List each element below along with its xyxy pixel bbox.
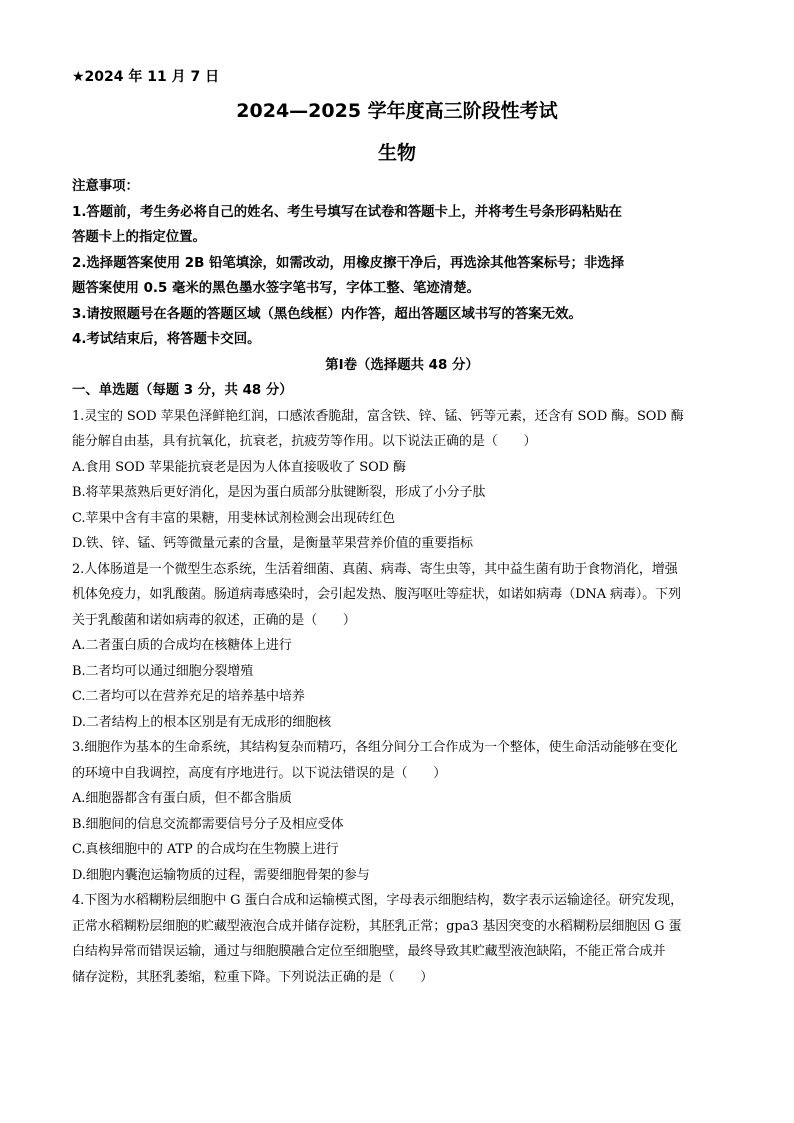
- question-stem: 白结构异常而错误运输，通过与细胞膜融合定位至细胞壁，最终导致其贮藏型液泡缺陷，不能正常合成并: [72, 944, 666, 959]
- question-4: [72, 888, 732, 990]
- notice-line: 3.请按照题号在各题的答题区域（黑色线框）内作答，超出答题区域书写的答案无效。: [72, 306, 582, 322]
- section-heading: 一、单选题（每题 3 分，共 48 分）: [72, 383, 293, 398]
- notice-line: 题答案使用 0.5 毫米的黑色墨水签字笔书写，字体工整、笔迹清楚。: [72, 281, 480, 296]
- question-stem: 关于乳酸菌和诺如病毒的叙述，正确的是（ ）: [72, 612, 356, 628]
- option-d: D.细胞内囊泡运输物质的过程，需要细胞骨架的参与: [72, 867, 370, 883]
- question-stem: 正常水稻糊粉层细胞的贮藏型液泡合成并储存淀粉，其胚乳正常；gpa3 基因突变的水稻糊粉层细胞因 G 蛋: [72, 918, 682, 934]
- option-b: B.细胞间的信息交流都需要信号分子及相应受体: [72, 816, 344, 832]
- question-3: [72, 735, 732, 888]
- option-d: D.铁、锌、锰、钙等微量元素的含量，是衡量苹果营养价值的重要指标: [72, 536, 473, 551]
- exam-body: [72, 174, 732, 990]
- notice-line: 1.答题前，考生务必将自己的姓名、考生号填写在试卷和答题卡上，并将考生号条形码粘贴在: [72, 204, 623, 220]
- notice-line: 答题卡上的指定位置。: [72, 230, 206, 245]
- exam-date: ★2024 年 11 月 7 日: [72, 69, 220, 85]
- question-stem: 3.细胞作为基本的生命系统，其结构复杂而精巧，各组分间分工合作成为一个整体，使生命活动能够在变化: [72, 740, 678, 755]
- question-stem: 2.人体肠道是一个微型生态系统，生活着细菌、真菌、病毒、寄生虫等，其中益生菌有助于食物消化，增强: [72, 561, 678, 577]
- question-1: [72, 404, 732, 557]
- question-stem: 的环境中自我调控，高度有序地进行。以下说法错误的是（ ）: [72, 765, 447, 781]
- question-stem: 储存淀粉，其胚乳萎缩，粒重下降。下列说法正确的是（ ）: [72, 969, 434, 985]
- question-stem: 能分解自由基，具有抗氧化，抗衰老，抗疲劳等作用。以下说法正确的是（ ）: [72, 434, 537, 449]
- option-a: A.二者蛋白质的合成均在核糖体上进行: [72, 638, 292, 653]
- question-stem: 1.灵宝的 SOD 苹果色泽鲜艳红润，口感浓香脆甜，富含铁、锌、锰、钙等元素，还含有 SOD 酶。SOD 酶: [72, 408, 684, 424]
- option-d: D.二者结构上的根本区别是有无成形的细胞核: [72, 714, 331, 730]
- option-c: C.真核细胞中的 ATP 的合成均在生物膜上进行: [72, 842, 339, 857]
- part1-title: 第Ⅰ卷（选择题共 48 分）: [325, 357, 479, 373]
- notice-line: 2.选择题答案使用 2B 铅笔填涂，如需改动，用橡皮擦干净后，再选涂其他答案标号；非选择: [72, 255, 625, 271]
- option-b: B.二者均可以通过细胞分裂增殖: [72, 663, 254, 679]
- exam-title: 2024—2025 学年度高三阶段性考试: [236, 100, 558, 122]
- option-c: C.二者均可以在营养充足的培养基中培养: [72, 689, 305, 704]
- question-stem: 4.下图为水稻糊粉层细胞中 G 蛋白合成和运输模式图，字母表示细胞结构，数字表示运输途径。研究发现，: [72, 893, 684, 908]
- exam-subject: 生物: [377, 142, 416, 164]
- notice-heading: 注意事项：: [72, 179, 139, 194]
- option-a: A.食用 SOD 苹果能抗衰老是因为人体直接吸收了 SOD 酶: [72, 459, 406, 475]
- notice-line: 4.考试结束后，将答题卡交回。: [72, 332, 261, 347]
- option-c: C.苹果中含有丰富的果糖，用斐林试剂检测会出现砖红色: [72, 510, 396, 526]
- option-a: A.细胞器都含有蛋白质，但不都含脂质: [72, 791, 292, 806]
- option-b: B.将苹果蒸熟后更好消化，是因为蛋白质部分肽键断裂，形成了小分子肽: [72, 485, 486, 500]
- question-2: [72, 557, 732, 736]
- question-stem: 机体免疫力，如乳酸菌。肠道病毒感染时，会引起发热、腹泻呕吐等症状，如诺如病毒（DNA 病毒）。下列: [72, 587, 681, 602]
